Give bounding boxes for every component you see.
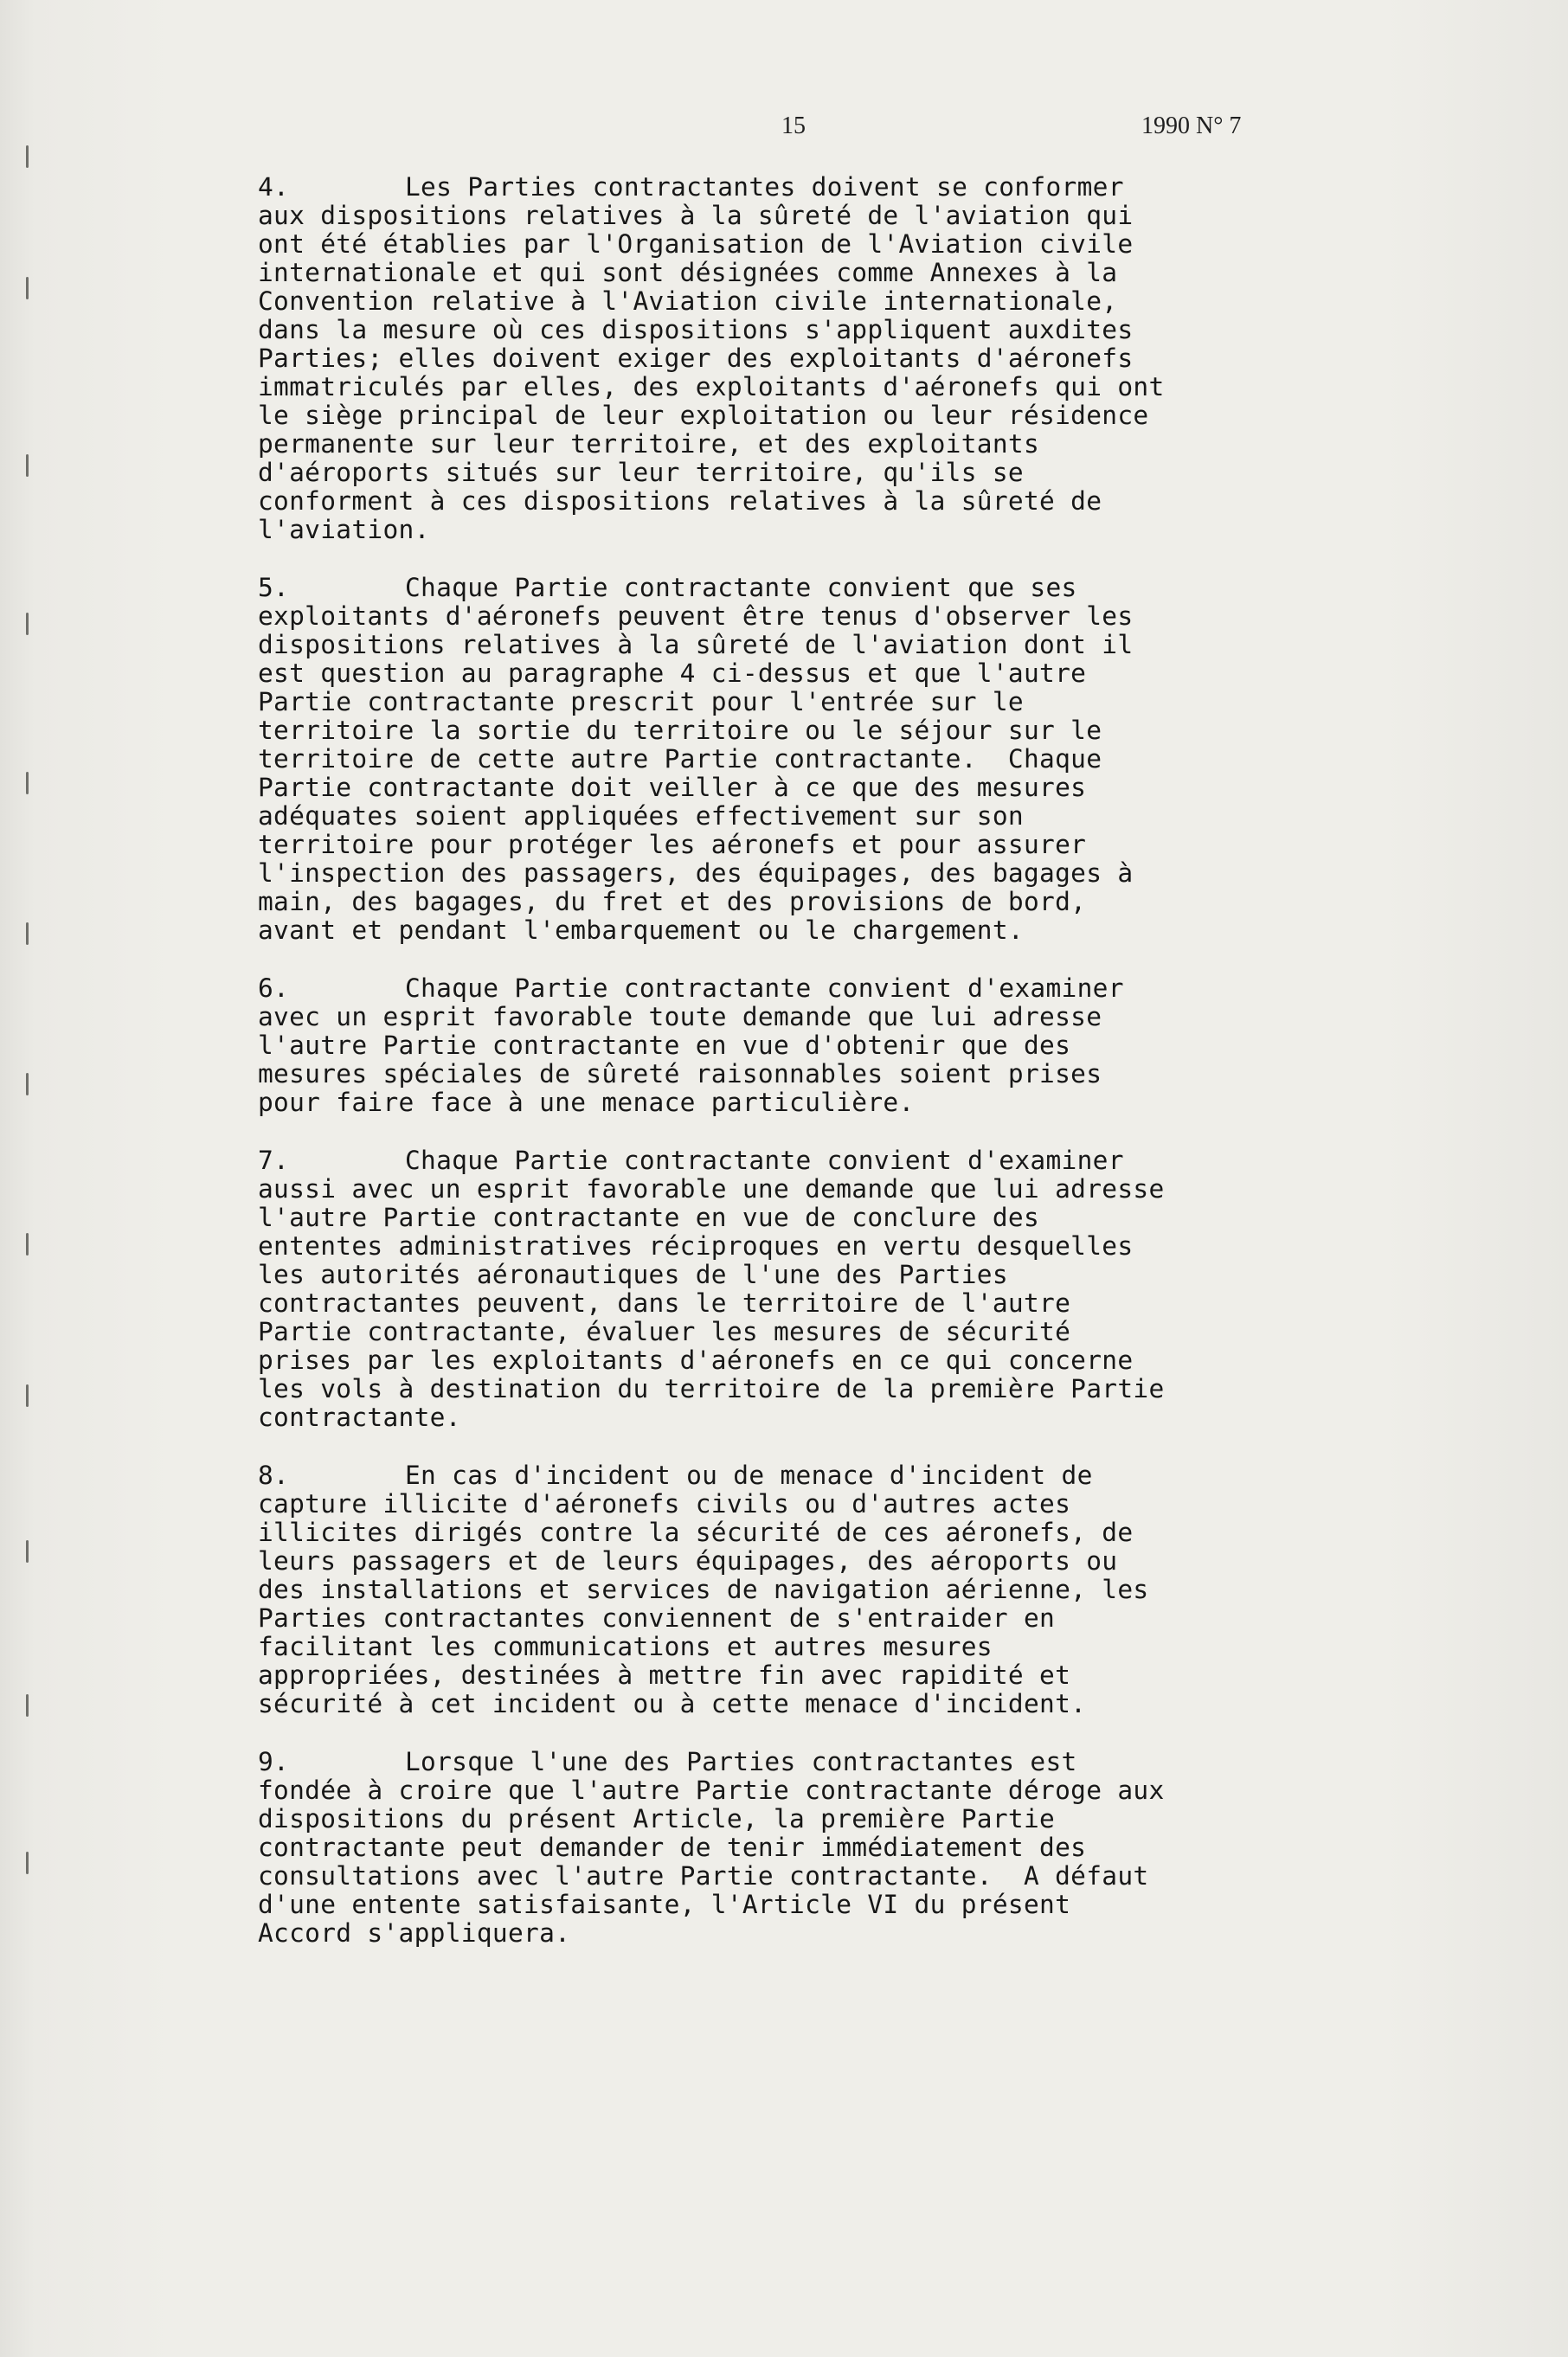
line-text: Les Parties contractantes doivent se conformer (405, 172, 1124, 202)
line-text: dispositions relatives à la sûreté de l'aviation dont il (258, 630, 1134, 659)
binding-hole-mark (26, 1233, 29, 1256)
paragraph-line (258, 1776, 1279, 1805)
paragraph-line (258, 802, 1279, 831)
paragraph-line (258, 1576, 1279, 1604)
paragraph-line (258, 974, 1279, 1003)
line-text: Parties contractantes conviennent de s'entraider en (258, 1603, 1056, 1633)
paragraph-line (258, 916, 1279, 945)
line-text: Convention relative à l'Aviation civile internationale, (258, 286, 1118, 316)
paragraph-line (258, 1461, 1279, 1490)
paragraph-line (258, 1375, 1279, 1403)
paragraph-line (258, 516, 1279, 544)
binding-hole-mark (26, 1694, 29, 1717)
binding-hole-mark (26, 1073, 29, 1095)
paragraph-line (258, 888, 1279, 916)
line-text: illicites dirigés contre la sécurité de ces aéronefs, de (258, 1518, 1134, 1547)
binding-hole-mark (26, 277, 29, 299)
paragraph-line (258, 688, 1279, 716)
paragraph-line (258, 774, 1279, 802)
line-text: le siège principal de leur exploitation ou leur résidence (258, 401, 1149, 430)
article-paragraph (258, 974, 1279, 1117)
line-text: est question au paragraphe 4 ci-dessus et que l'autre (258, 658, 1087, 688)
paragraph-line (258, 716, 1279, 745)
line-text: contractante peut demander de tenir immédiatement des (258, 1833, 1087, 1862)
line-text: Chaque Partie contractante convient que ses (405, 573, 1077, 602)
line-text: avant et pendant l'embarquement ou le chargement. (258, 915, 1024, 945)
page-number: 15 (781, 112, 806, 139)
line-text: territoire la sortie du territoire ou le séjour sur le (258, 716, 1102, 745)
paragraph-line (258, 459, 1279, 487)
line-text: appropriées, destinées à mettre fin avec rapidité et (258, 1660, 1071, 1690)
paragraph-number: 6. (258, 973, 290, 1003)
line-text: ententes administratives réciproques en vertu desquelles (258, 1231, 1134, 1261)
line-text: mesures spéciales de sûreté raisonnables soient prises (258, 1059, 1102, 1089)
paragraph-line (258, 1891, 1279, 1919)
binding-edge (0, 0, 43, 2357)
line-text: consultations avec l'autre Partie contractante. A défaut (258, 1861, 1149, 1891)
line-text: capture illicite d'aéronefs civils ou d'autres actes (258, 1489, 1071, 1519)
paragraph-line (258, 1834, 1279, 1862)
line-text: aussi avec un esprit favorable une demande que lui adresse (258, 1174, 1165, 1204)
line-text: Chaque Partie contractante convient d'examiner (405, 973, 1124, 1003)
paragraph-line (258, 344, 1279, 373)
line-text: leurs passagers et de leurs équipages, des aéroports ou (258, 1546, 1118, 1576)
line-text: l'aviation. (258, 515, 430, 544)
paragraph-line (258, 230, 1279, 259)
binding-hole-mark (26, 1852, 29, 1874)
line-text: l'autre Partie contractante en vue d'obtenir que des (258, 1031, 1071, 1060)
paragraph-line (258, 1633, 1279, 1661)
paragraph-line (258, 1519, 1279, 1547)
paragraph-line (258, 1031, 1279, 1060)
paragraph-line (258, 259, 1279, 287)
paragraph-line (258, 1175, 1279, 1204)
paragraph-line (258, 1204, 1279, 1232)
paragraph-line (258, 1805, 1279, 1834)
line-text: Partie contractante prescrit pour l'entrée sur le (258, 687, 1024, 716)
line-text: contractantes peuvent, dans le territoire de l'autre (258, 1288, 1071, 1318)
line-text: prises par les exploitants d'aéronefs en ce qui concerne (258, 1345, 1134, 1375)
paragraph-line (258, 659, 1279, 688)
line-text: les autorités aéronautiques de l'une des Parties (258, 1260, 1008, 1289)
paragraph-line (258, 745, 1279, 774)
article-paragraph (258, 1146, 1279, 1432)
binding-hole-mark (26, 454, 29, 477)
binding-hole-mark (26, 613, 29, 635)
paragraph-line (258, 1403, 1279, 1432)
paragraph-line (258, 401, 1279, 430)
line-text: Accord s'appliquera. (258, 1918, 571, 1948)
paragraph-line (258, 1261, 1279, 1289)
line-text: ont été établies par l'Organisation de l'Aviation civile (258, 229, 1134, 259)
line-text: facilitant les communications et autres mesures (258, 1632, 993, 1661)
line-text: adéquates soient appliquées effectivement sur son (258, 801, 1024, 831)
binding-hole-mark (26, 1384, 29, 1407)
line-text: permanente sur leur territoire, et des exploitants (258, 429, 1040, 459)
paragraph-line (258, 316, 1279, 344)
line-text: contractante. (258, 1403, 461, 1432)
line-text: d'aéroports situés sur leur territoire, qu'ils se (258, 458, 1024, 487)
paragraph-line (258, 1547, 1279, 1576)
paragraph-line (258, 1232, 1279, 1261)
document-id: 1990 N° 7 (1141, 112, 1242, 139)
paragraph-number: 5. (258, 573, 290, 602)
line-text: Chaque Partie contractante convient d'examiner (405, 1146, 1124, 1175)
paragraph-line (258, 287, 1279, 316)
paragraph-number: 4. (258, 172, 290, 202)
binding-hole-mark (26, 922, 29, 945)
paragraph-line (258, 1661, 1279, 1690)
line-text: l'autre Partie contractante en vue de conclure des (258, 1203, 1040, 1232)
paragraph-line (258, 1748, 1279, 1776)
paragraph-line (258, 173, 1279, 202)
line-text: d'une entente satisfaisante, l'Article VI du présent (258, 1890, 1071, 1919)
line-text: des installations et services de navigation aérienne, les (258, 1575, 1149, 1604)
paragraph-number: 7. (258, 1146, 290, 1175)
paragraph-line (258, 1146, 1279, 1175)
paragraph-line (258, 373, 1279, 401)
paragraph-line (258, 1346, 1279, 1375)
line-text: territoire de cette autre Partie contractante. Chaque (258, 744, 1102, 774)
paragraph-line (258, 1490, 1279, 1519)
paragraph-line (258, 631, 1279, 659)
line-text: dispositions du présent Article, la première Partie (258, 1804, 1056, 1834)
line-text: avec un esprit favorable toute demande que lui adresse (258, 1002, 1102, 1031)
paragraph-line (258, 1919, 1279, 1948)
paragraph-line (258, 831, 1279, 859)
line-text: exploitants d'aéronefs peuvent être tenus d'observer les (258, 601, 1134, 631)
binding-hole-mark (26, 145, 29, 168)
line-text: pour faire face à une menace particulière. (258, 1088, 915, 1117)
line-text: En cas d'incident ou de menace d'incident de (405, 1461, 1093, 1490)
paragraph-line (258, 1604, 1279, 1633)
document-body (258, 173, 1279, 1977)
paragraph-line (258, 1089, 1279, 1117)
line-text: fondée à croire que l'autre Partie contractante déroge aux (258, 1776, 1165, 1805)
paragraph-line (258, 574, 1279, 602)
line-text: les vols à destination du territoire de la première Partie (258, 1374, 1165, 1403)
article-paragraph (258, 1461, 1279, 1718)
line-text: Parties; elles doivent exiger des exploitants d'aéronefs (258, 344, 1134, 373)
line-text: sécurité à cet incident ou à cette menace d'incident. (258, 1689, 1087, 1718)
line-text: Lorsque l'une des Parties contractantes est (405, 1747, 1077, 1776)
paragraph-line (258, 1690, 1279, 1718)
line-text: Partie contractante doit veiller à ce que des mesures (258, 773, 1087, 802)
paragraph-line (258, 1060, 1279, 1089)
paragraph-line (258, 1318, 1279, 1346)
line-text: dans la mesure où ces dispositions s'appliquent auxdites (258, 315, 1134, 344)
paragraph-line (258, 1289, 1279, 1318)
line-text: aux dispositions relatives à la sûreté de l'aviation qui (258, 201, 1134, 230)
paragraph-line (258, 487, 1279, 516)
line-text: internationale et qui sont désignées comme Annexes à la (258, 258, 1118, 287)
binding-hole-mark (26, 772, 29, 794)
line-text: immatriculés par elles, des exploitants d'aéronefs qui ont (258, 372, 1165, 401)
paragraph-line (258, 859, 1279, 888)
paragraph-line (258, 202, 1279, 230)
binding-hole-mark (26, 1540, 29, 1563)
article-paragraph (258, 1748, 1279, 1948)
paragraph-line (258, 430, 1279, 459)
line-text: main, des bagages, du fret et des provisions de bord, (258, 887, 1087, 916)
line-text: territoire pour protéger les aéronefs et pour assurer (258, 830, 1087, 859)
paragraph-number: 9. (258, 1747, 290, 1776)
paragraph-number: 8. (258, 1461, 290, 1490)
line-text: l'inspection des passagers, des équipages, des bagages à (258, 858, 1134, 888)
line-text: Partie contractante, évaluer les mesures de sécurité (258, 1317, 1071, 1346)
paragraph-line (258, 1862, 1279, 1891)
line-text: conforment à ces dispositions relatives à la sûreté de (258, 486, 1102, 516)
article-paragraph (258, 173, 1279, 544)
article-paragraph (258, 574, 1279, 945)
paragraph-line (258, 602, 1279, 631)
paragraph-line (258, 1003, 1279, 1031)
